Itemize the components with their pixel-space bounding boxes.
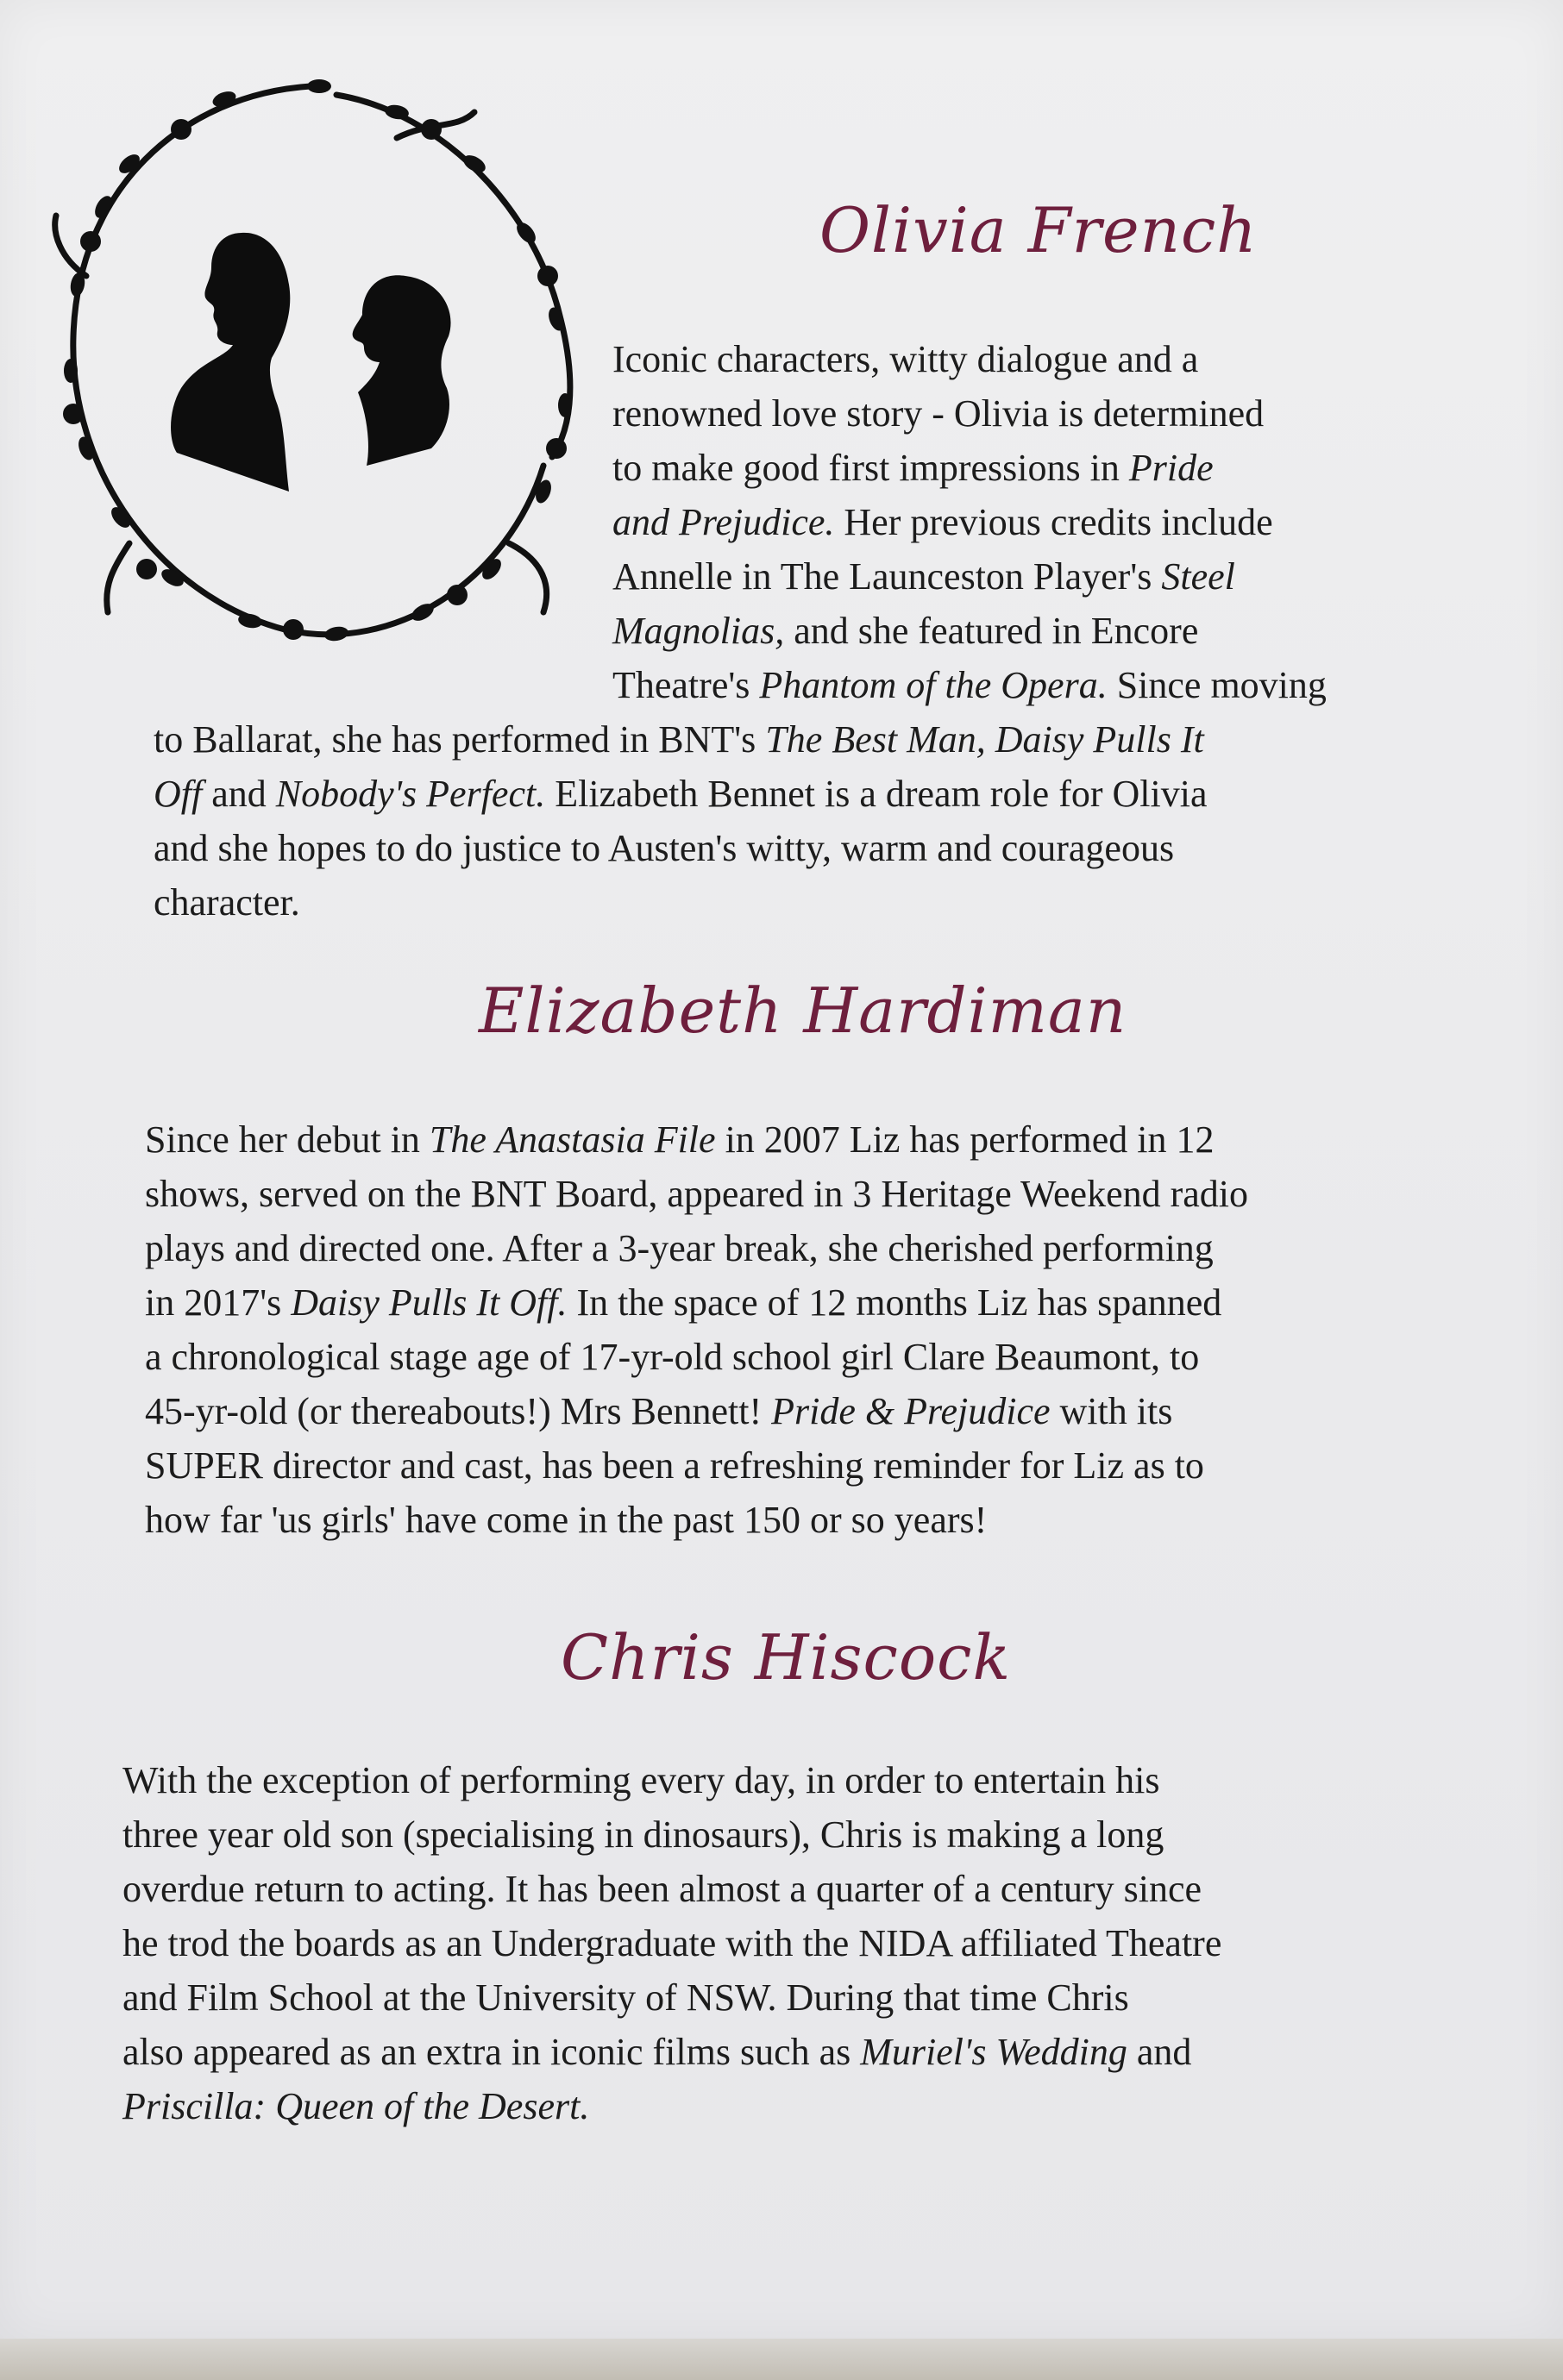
bio-line: to Ballarat, she has performed in BNT's The Best Man, Daisy Pulls It [154,718,1204,761]
italic-title: Muriel's Wedding [860,2031,1127,2073]
bio-line: how far 'us girls' have come in the past 150 or so years! [145,1499,988,1541]
bio-text-olivia [154,332,1465,930]
bio-line: he trod the boards as an Undergraduate with the NIDA affiliated Theatre [122,1922,1222,1964]
page-edge [0,2339,1563,2380]
bio-line: Iconic characters, witty dialogue and a [612,338,1199,380]
bio-line: With the exception of performing every day, in order to entertain his [122,1759,1160,1801]
italic-title: The Anastasia File [429,1118,716,1161]
bio-line: Since her debut in The Anastasia File in 2007 Liz has performed in 12 [145,1118,1215,1161]
italic-title: Daisy Pulls It Off. [291,1281,568,1324]
italic-title: Nobody's Perfect. [275,773,546,815]
bio-line: also appeared as an extra in iconic films such as Muriel's Wedding and [122,2031,1192,2073]
bio-line: overdue return to acting. It has been almost a quarter of a century since [122,1868,1202,1910]
bio-line: renowned love story - Olivia is determined [612,392,1265,435]
italic-title: Phantom of the Opera. [759,664,1108,706]
bio-line: and she hopes to do justice to Austen's witty, warm and courageous [154,827,1175,869]
bio-line: three year old son (specialising in dinosaurs), Chris is making a long [122,1813,1164,1856]
italic-title: The Best Man, Daisy Pulls It [765,718,1204,761]
bio-line: and Film School at the University of NSW. During that time Chris [122,1976,1129,2019]
bio-text-chris [122,1753,1485,2133]
italic-title: Steel [1161,555,1235,598]
bio-line: to make good first impressions in Pride [612,447,1214,489]
italic-title: and Prejudice. [612,501,835,543]
bio-line: and Prejudice. Her previous credits include [612,501,1273,543]
bio-line: plays and directed one. After a 3-year break, she cherished performing [145,1227,1214,1269]
bio-line: Magnolias, and she featured in Encore [612,610,1199,652]
bio-line: 45-yr-old (or thereabouts!) Mrs Bennett! Pride & Prejudice with its [145,1390,1173,1432]
bio-line: Annelle in The Launceston Player's Steel [612,555,1235,598]
italic-title: Pride [1128,447,1214,489]
italic-title: Priscilla: Queen of the Desert. [122,2085,590,2127]
italic-title: Magnolias, [612,610,785,652]
bio-line: SUPER director and cast, has been a refreshing reminder for Liz as to [145,1444,1204,1487]
bio-line: a chronological stage age of 17-yr-old school girl Clare Beaumont, to [145,1336,1200,1378]
bio-line: character. [154,881,300,924]
bio-line: Off and Nobody's Perfect. Elizabeth Bennet is a dream role for Olivia [154,773,1208,815]
italic-title: Off [154,773,203,815]
italic-title: Pride & Prejudice [771,1390,1051,1432]
bio-line: Theatre's Phantom of the Opera. Since moving [612,664,1327,706]
bio-line [122,2079,1485,2133]
bio-name-chris: Chris Hiscock [561,1621,1012,1694]
bio-name-olivia: Olivia French [819,194,1258,266]
bio-line: shows, served on the BNT Board, appeared in 3 Heritage Weekend radio [145,1173,1249,1215]
bio-name-elizabeth: Elizabeth Hardiman [479,974,1127,1047]
bio-text-elizabeth [145,1112,1491,1547]
bio-line: in 2017's Daisy Pulls It Off. In the space of 12 months Liz has spanned [145,1281,1222,1324]
